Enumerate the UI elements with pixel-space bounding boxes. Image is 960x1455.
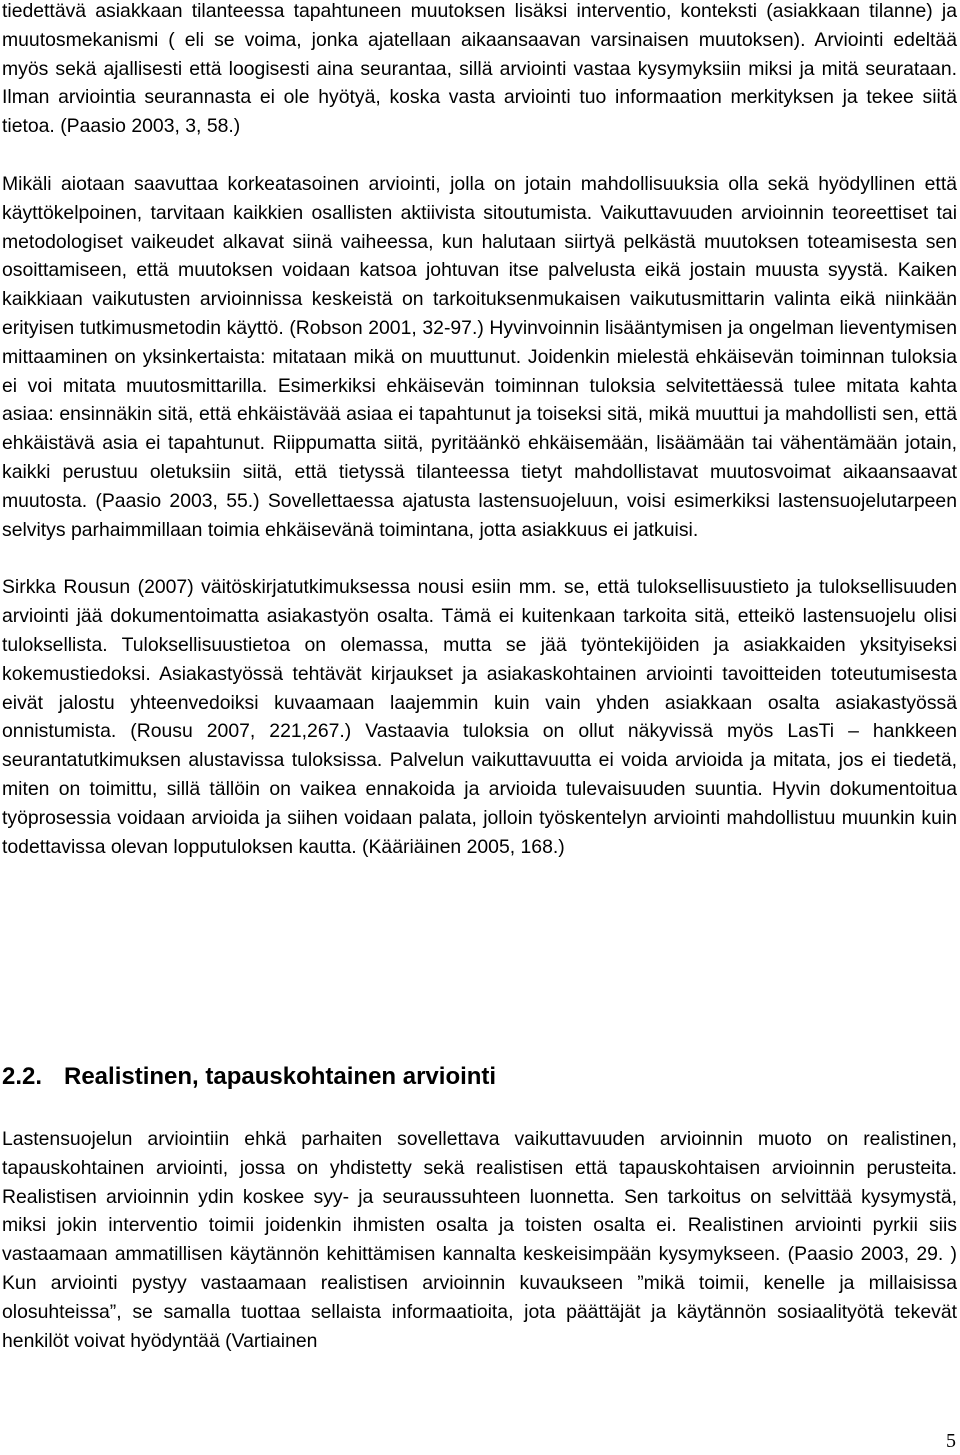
body-paragraph-1: tiedettävä asiakkaan tilanteessa tapahtuneen muutoksen lisäksi interventio, konteksti (asiakkaan tilanne) ja muutosmekanismi ( eli se voima, jonka ajatellaan aikaansaavan varsinaisen muutoksen). Arviointi edeltää myös sekä ajallisesti että loogisesti aina seurantaa, sillä arviointi vastaa kysymyksiin miksi ja mitä seurataan. Ilman arviointia seurannasta ei ole hyötyä, koska vasta arviointi tuo informaation merkityksen ja tekee siitä tietoa. (Paasio 2003, 3, 58.): [2, 0, 957, 138]
section-paragraph: Lastensuojelun arviointiin ehkä parhaiten sovellettava vaikuttavuuden arvioinnin muoto on realistinen, tapauskohtainen arviointi, jossa on yhdistetty sekä realistisen että tapauskohtaisen arvioinnin perusteita. Realistisen arvioinnin ydin koskee syy- ja seuraussuhteen luonnetta. Sen tarkoitus on selvittää kysymystä, miksi jokin interventio toimii joidenkin ihmisten osalta ja toisten osalta ei. Realistinen arviointi pyrkii siis vastaamaan ammatillisen käytännön kehittämisen kannalta keskeisimpään kysymykseen. (Paasio 2003, 29. ) Kun arviointi pystyy vastaamaan realistisen arvioinnin kuvaukseen ”mikä toimii, kenelle ja millaisissa olosuhteissa”, se samalla tuottaa sellaista informaatioita, jota päättäjät ja käytännön sosiaalityötä tekevät henkilöt voivat hyödyntää (Vartiainen: [2, 1128, 957, 1352]
section-title: Realistinen, tapauskohtainen arviointi: [64, 1063, 497, 1090]
page-number: 5: [946, 1430, 956, 1452]
section-number: 2.2.: [2, 1063, 43, 1090]
section-heading: [2, 1061, 496, 1093]
body-paragraph-3: Sirkka Rousun (2007) väitöskirjatutkimuksessa nousi esiin mm. se, että tuloksellisuustieto ja tuloksellisuuden arviointi jää dokumentoimatta asiakastyön osalta. Tämä ei kuitenkaan tarkoita sitä, etteikö lastensuojelu olisi tuloksellista. Tuloksellisuustietoa on olemassa, mutta se jää työntekijöiden ja asiakkaiden yksityiseksi kokemustiedoksi. Asiakastyössä tehtävät kirjaukset ja asiakaskohtainen arviointi tavoitteiden toteutumisesta eivät jalostu yhteenvedoiksi kuvaamaan laajemmin kuin vain yhden asiakkaan osalta asiakastyössä onnistumista. (Rousu 2007, 221,267.) Vastaavia tuloksia on ollut näkyvissä myös LasTi – hankkeen seurantatutkimuksen alustavissa tuloksissa. Palvelun vaikuttavuutta ei voida arvioida ja mitata, jos ei tiedetä, miten on toimittu, sillä tällöin on vaikea ennakoida ja arvioida tulevaisuuden suuntia. Hyvin dokumentoitua työprosessia voidaan arvioida ja siihen voidaan palata, jolloin työskentelyn arviointi mahdollistuu muunkin kuin todettavissa olevan lopputuloksen kautta. (Kääriäinen 2005, 168.): [2, 576, 957, 858]
body-paragraph-2: Mikäli aiotaan saavuttaa korkeatasoinen arviointi, jolla on jotain mahdollisuuksia olla sekä hyödyllinen että käyttökelpoinen, tarvitaan kaikkien osallisten aktiivista sitoutumista. Vaikuttavuuden arvioinnin teoreettiset tai metodologiset vaikeudet alkavat siinä vaiheessa, kun halutaan siirtyä pelkästä muutoksen toteamisesta sen osoittamiseen, että muutoksen voidaan katsoa johtuvan itse palvelusta eikä jostain muusta syystä. Kaiken kaikkiaan vaikutusten arvioinnissa keskeistä on tarkoituksenmukaisen vaikutusmittarin valinta eikä niinkään erityisen tutkimusmetodin käyttö. (Robson 2001, 32-97.) Hyvinvoinnin lisääntymisen ja ongelman lieventymisen mittaaminen on yksinkertaista: mitataan mikä on muuttunut. Joidenkin mielestä ehkäisevän toiminnan tuloksia ei voi mitata muutosmittarilla. Esimerkiksi ehkäisevän toiminnan tuloksia selvitettäessä tulee mitata kahta asiaa: ensinnäkin sitä, että ehkäistävää asiaa ei tapahtunut ja toiseksi sitä, mikä muuttui ja mahdollisti sen, että ehkäistävä asia ei tapahtunut. Riippumatta siitä, pyritäänkö ehkäisemään, lisäämään tai vähentämään jotain, kaikki perustuu oletuksiin siitä, että tietyssä tilanteessa tietyt mahdollistavat muutosvoimat aikaansaavat muutosta. (Paasio 2003, 55.) Sovellettaessa ajatusta lastensuojeluun, voisi esimerkiksi lastensuojelutarpeen selvitys parhaimmillaan toimia ehkäisevänä toimintana, jotta asiakkuus ei jatkuisi.: [2, 172, 957, 541]
document-page: [2, 0, 957, 861]
